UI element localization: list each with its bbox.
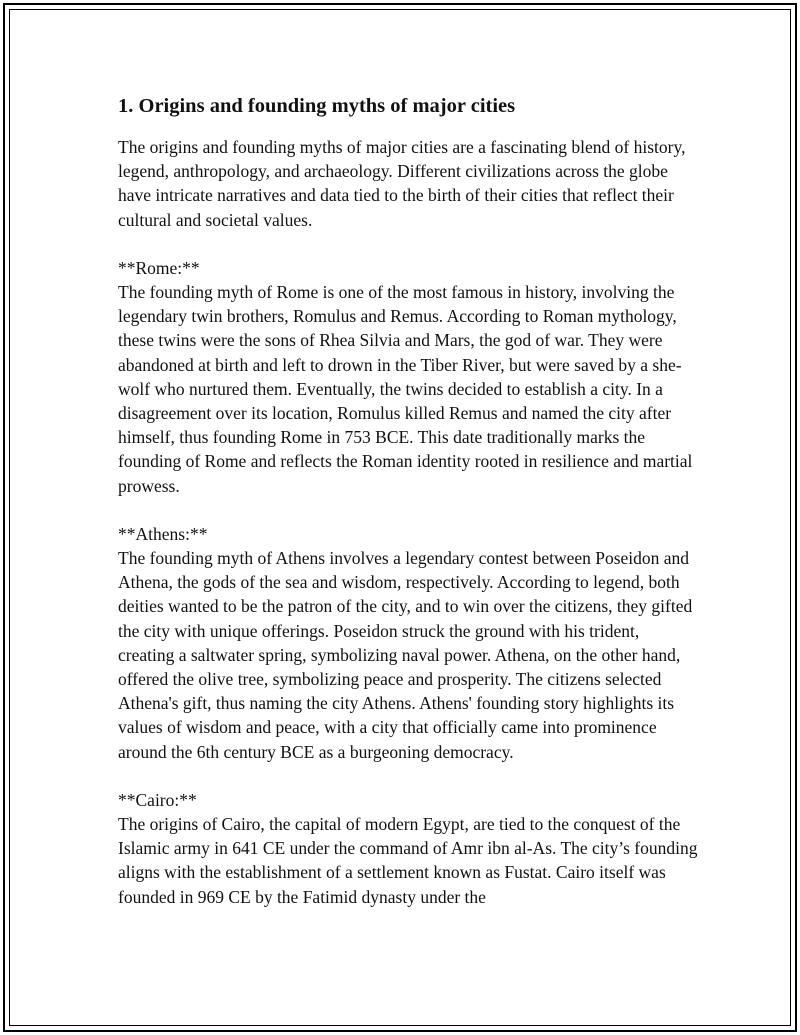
athens-section [118,522,698,764]
section-heading: 1. Origins and founding myths of major cities [118,95,516,117]
cairo-body: The origins of Cairo, the capital of modern Egypt, are tied to the conquest of the Islamic army in 641 CE under the command of Amr ibn al-As. The city’s founding aligns with the establishment of a settlement known as Fustat. Cairo itself was founded in 969 CE by the Fatimid dynasty under the [118,814,698,907]
intro-paragraph: The origins and founding myths of major cities are a fascinating blend of history, legend, anthropology, and archaeology. Different civilizations across the globe have intricate narratives and data tied to the birth of their cities that reflect their cultural and societal values. [118,137,686,230]
rome-title: **Rome:** [118,257,200,278]
cairo-section [118,788,698,909]
rome-body: The founding myth of Rome is one of the most famous in history, involving the legendary twin brothers, Romulus and Remus. According to Roman mythology, these twins were the sons of Rhea Silvia and Mars, the god of war. They were abandoned at birth and left to drown in the Tiber River, but were saved by a she-wolf who nurtured them. Eventually, the twins decided to establish a city. In a disagreement over its location, Romulus killed Remus and named the city after himself, thus founding Rome in 753 BCE. This date traditionally marks the founding of Rome and reflects the Roman identity rooted in resilience and martial prowess. [118,282,693,496]
rome-section [118,256,698,498]
athens-title: **Athens:** [118,523,208,544]
document-page [118,92,698,933]
cairo-title: **Cairo:** [118,789,197,810]
athens-body: The founding myth of Athens involves a legendary contest between Poseidon and Athena, the gods of the sea and wisdom, respectively. According to legend, both deities wanted to be the patron of the city, and to win over the citizens, they gifted the city with unique offerings. Poseidon struck the ground with his trident, creating a saltwater spring, symbolizing naval power. Athena, on the other hand, offered the olive tree, symbolizing peace and prosperity. The citizens selected Athena's gift, thus naming the city Athens. Athens' founding story highlights its values of wisdom and peace, with a city that officially came into prominence around the 6th century BCE as a burgeoning democracy. [118,548,693,762]
